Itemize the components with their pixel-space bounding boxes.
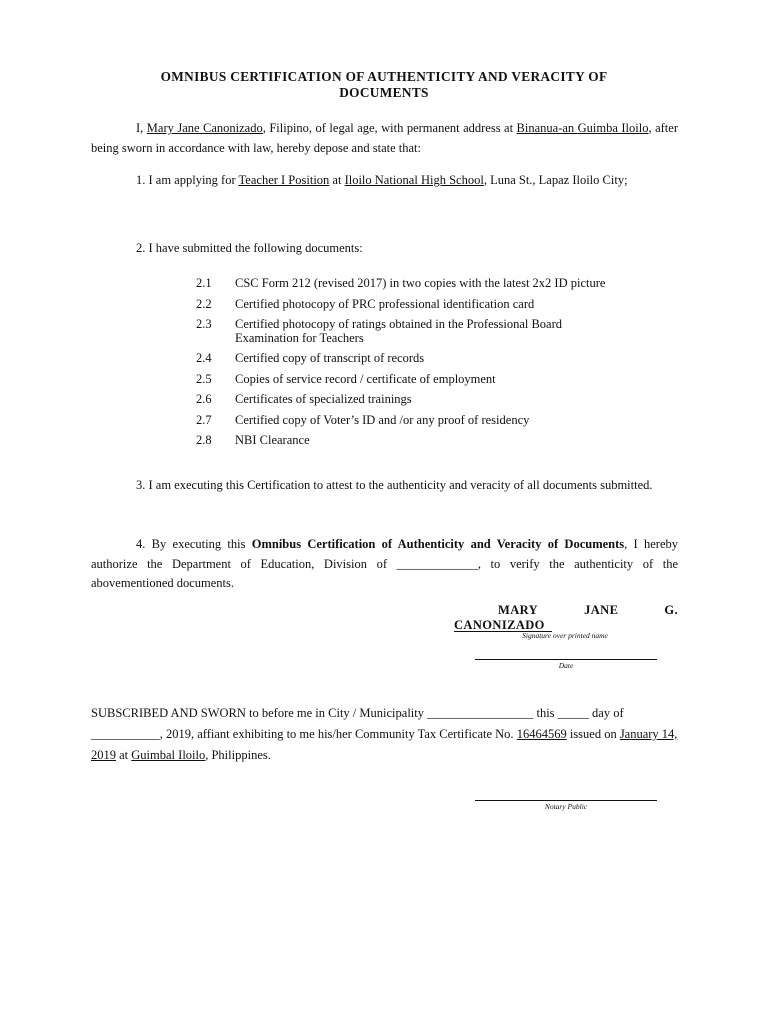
signatory-surname: CANONIZADO [454,618,545,632]
documents-list [196,274,616,452]
document-item-number: 2.7 [196,412,212,427]
signatory-initial: G. [664,603,678,617]
document-list-item [196,390,616,410]
intro-prefix: I, [136,121,147,135]
subscribed-suffix: , Philippines. [205,748,271,762]
document-item-text: Certified photocopy of ratings obtained in the Professional Board Examination for Teachers [235,317,563,345]
signatory-middle-name: JANE [584,603,619,617]
item-4-paragraph [91,535,678,594]
document-list-item [196,349,616,369]
item-4-suffix: , I hereby authorize the Department of Education, Division of _____________, to verify the authenticity of the abovementioned documents. [91,537,678,590]
document-list-item [196,411,616,431]
ctc-number: 16464569 [516,727,567,741]
notary-line [475,800,657,801]
document-list-item [196,431,616,451]
document-item-number: 2.4 [196,351,212,365]
notary-caption: Notary Public [544,802,588,811]
subscribed-paragraph [91,703,678,766]
item-1-paragraph [136,172,678,188]
document-item-number: 2.8 [196,433,212,447]
date-line [475,659,657,660]
subscribed-mid2: at [116,748,132,762]
document-list-item [196,295,616,315]
item-1-prefix: 1. I am applying for [136,173,239,187]
document-item-number: 2.3 [196,317,212,331]
intro-suffix: , after being sworn in accordance with law, hereby depose and state that: [91,121,678,155]
document-list-item [196,315,616,348]
signature-caption: Signature over printed name [522,631,608,640]
document-item-text: NBI Clearance [235,433,310,447]
ctc-issue-date: January 14, 2019 [91,727,678,762]
item-1-mid: at [329,173,345,187]
subscribed-mid: issued on [566,727,620,741]
document-item-text: CSC Form 212 (revised 2017) in two copies with the latest 2x2 ID picture [235,276,606,290]
school-name: Iloilo National High School [344,173,484,187]
applied-position: Teacher I Position [238,173,330,187]
document-item-text: Certified copy of Voter’s ID and /or any proof of residency [235,412,530,427]
document-item-text: Certified copy of transcript of records [235,351,425,365]
document-item-number: 2.2 [196,296,212,311]
ctc-issue-place: Guimbal Iloilo [131,748,206,762]
date-caption: Date [558,661,574,670]
affiant-name: Mary Jane Canonizado [146,121,263,135]
item-3-paragraph: 3. I am executing this Certification to attest to the authenticity and veracity of all documents submitted. [136,478,653,492]
document-title: OMNIBUS CERTIFICATION OF AUTHENTICITY AND VERACITY OF DOCUMENTS [160,69,608,100]
subscribed-prefix: SUBSCRIBED AND SWORN to before me in City / Municipality _________________ this _____ day of ___________, 2019, affiant exhibiting to me his/her Community Tax Certificate No. [91,706,624,741]
document-list-item [196,370,616,390]
document-item-text: Copies of service record / certificate of employment [235,371,496,386]
item-1-suffix: , Luna St., Lapaz Iloilo City; [483,173,628,187]
signatory-name [454,603,678,633]
document-item-number: 2.6 [196,392,212,406]
permanent-address: Binanua-an Guimba Iloilo [516,121,649,135]
document-item-text: Certificates of specialized trainings [235,392,412,406]
document-item-number: 2.5 [196,371,212,386]
signatory-first-name: MARY [498,603,539,617]
item-2-paragraph: 2. I have submitted the following documents: [136,241,363,255]
document-item-number: 2.1 [196,276,212,290]
item-4-prefix: 4. By executing this [136,537,252,551]
document-list-item [196,274,616,294]
document-item-text: Certified photocopy of PRC professional identification card [235,296,535,311]
intro-mid: , Filipino, of legal age, with permanent address at [262,121,517,135]
intro-paragraph [91,119,678,158]
item-4-bold-title: Omnibus Certification of Authenticity and Veracity of Documents [251,537,625,551]
